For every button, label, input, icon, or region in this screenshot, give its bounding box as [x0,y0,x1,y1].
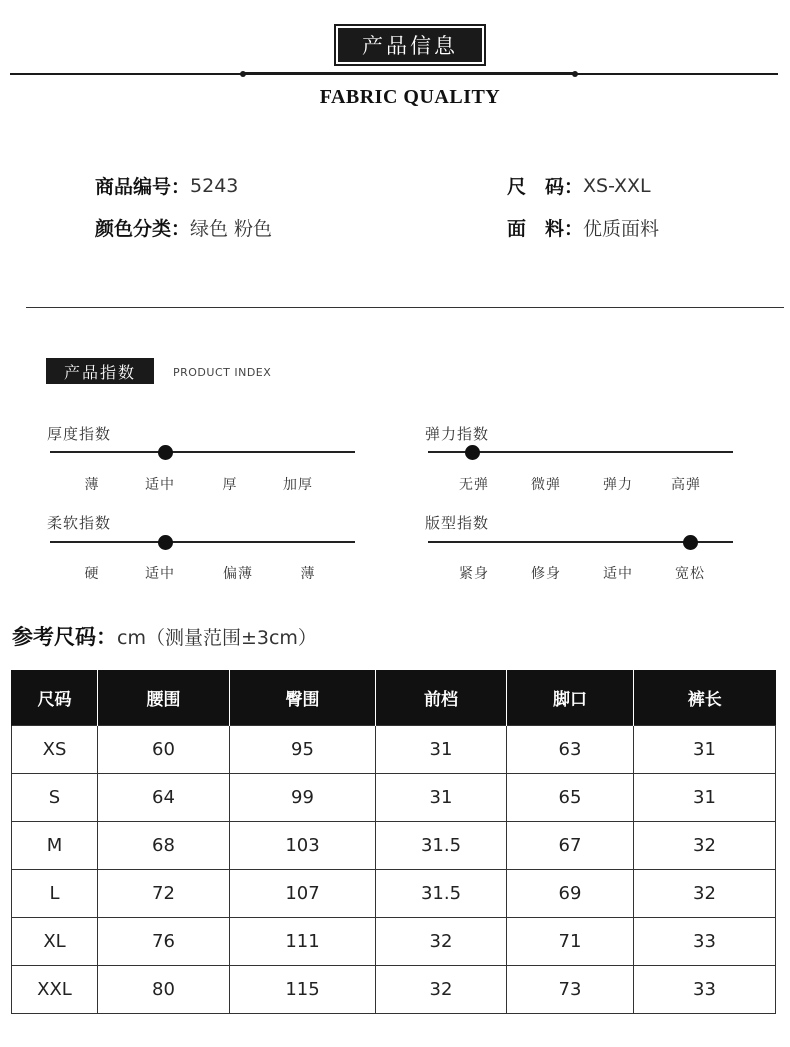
table-cell: 32 [634,870,776,918]
size-table-header-cell: 臀围 [230,670,376,726]
header-dot-left [240,71,246,77]
index-label: 薄 [84,477,100,493]
table-cell: XS [12,726,98,774]
table-cell: 31.5 [376,870,507,918]
index-label: 适中 [145,477,175,493]
table-cell: 31 [634,726,776,774]
table-cell: 69 [507,870,634,918]
table-row [12,870,776,918]
table-cell: 33 [634,966,776,1014]
index-label: 修身 [531,566,561,582]
info-product-no-value: 5243 [190,174,239,197]
size-reference-note: cm（测量范围±3cm） [117,627,317,649]
table-cell: 111 [230,918,376,966]
header-line-right [575,73,778,75]
index-label: 适中 [603,566,633,582]
table-cell: 64 [98,774,230,822]
info-color [95,214,272,241]
index-label: 薄 [300,566,316,582]
table-cell: 107 [230,870,376,918]
size-table-header-cell: 裤长 [634,670,776,726]
page-title: 产品信息 [336,26,484,64]
index-marker-0 [158,445,173,460]
info-size [507,172,651,199]
table-cell: 32 [376,966,507,1014]
page-subtitle: FABRIC QUALITY [319,86,501,108]
table-cell: 31 [376,774,507,822]
info-size-key: 尺 码： [507,176,584,198]
table-row [12,774,776,822]
size-table-header-cell: 腰围 [98,670,230,726]
table-cell: 80 [98,966,230,1014]
index-track-0 [50,451,355,453]
index-track-2 [50,541,355,543]
table-cell: 103 [230,822,376,870]
info-color-value: 绿色 粉色 [190,218,273,240]
table-cell: XXL [12,966,98,1014]
size-table-header-cell: 尺码 [12,670,98,726]
info-product-no [95,172,238,199]
table-cell: 99 [230,774,376,822]
index-label: 厚 [222,477,238,493]
table-cell: 115 [230,966,376,1014]
size-table-header [12,670,776,726]
table-cell: M [12,822,98,870]
table-cell: 67 [507,822,634,870]
table-cell: 71 [507,918,634,966]
table-cell: 73 [507,966,634,1014]
index-label: 无弹 [459,477,489,493]
info-color-key: 颜色分类： [95,218,191,240]
index-label: 加厚 [283,477,313,493]
index-label: 适中 [145,566,175,582]
table-row [12,822,776,870]
table-cell: 63 [507,726,634,774]
table-cell: XL [12,918,98,966]
index-title-3: 版型指数 [425,514,490,532]
size-reference-title [12,621,317,651]
index-label: 微弹 [531,477,561,493]
info-fabric-value: 优质面料 [583,218,660,240]
header-dot-right [572,71,578,77]
table-cell: 60 [98,726,230,774]
index-label: 偏薄 [223,566,253,582]
table-cell: 32 [634,822,776,870]
index-title-1: 弹力指数 [425,425,490,443]
table-cell: 76 [98,918,230,966]
table-cell: 32 [376,918,507,966]
table-row [12,726,776,774]
index-marker-1 [465,445,480,460]
size-table-header-cell: 脚口 [507,670,634,726]
table-row [12,966,776,1014]
table-cell: 95 [230,726,376,774]
info-fabric-key: 面 料： [507,218,584,240]
table-cell: S [12,774,98,822]
index-label: 高弹 [671,477,701,493]
index-label: 硬 [84,566,100,582]
index-label: 弹力 [603,477,633,493]
index-title-2: 柔软指数 [47,514,112,532]
table-cell: 72 [98,870,230,918]
header-line-left [10,73,243,75]
section-divider [26,307,784,308]
table-cell: 68 [98,822,230,870]
header-line-center [243,72,575,75]
index-marker-2 [158,535,173,550]
table-cell: L [12,870,98,918]
product-index-english: PRODUCT INDEX [173,366,272,379]
table-cell: 31 [634,774,776,822]
size-table-header-cell: 前档 [376,670,507,726]
size-reference-label: 参考尺码： [12,625,117,649]
info-size-value: XS-XXL [583,174,651,197]
table-cell: 31.5 [376,822,507,870]
index-label: 紧身 [459,566,489,582]
table-cell: 65 [507,774,634,822]
table-cell: 33 [634,918,776,966]
table-row [12,918,776,966]
info-fabric [507,214,659,241]
product-index-badge: 产品指数 [46,358,154,384]
index-label: 宽松 [675,566,705,582]
index-title-0: 厚度指数 [47,425,112,443]
table-cell: 31 [376,726,507,774]
info-product-no-key: 商品编号： [95,176,191,198]
size-table [11,670,776,1014]
index-marker-3 [683,535,698,550]
